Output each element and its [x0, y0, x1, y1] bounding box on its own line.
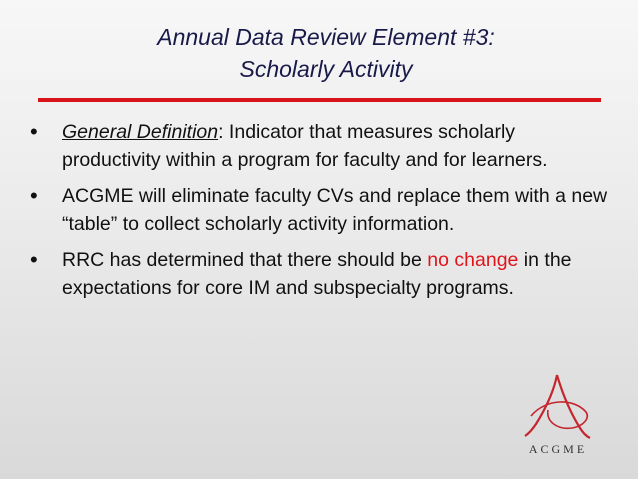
bullet-text: in the expectations for core IM and subspecialty programs.: [62, 249, 572, 299]
bullet-text: RRC has determined that there should be: [62, 249, 428, 271]
logo-wordmark: ACGME: [528, 442, 588, 456]
title-divider: [38, 98, 601, 102]
acgme-logo: [508, 372, 608, 466]
title-line-2: Scholarly Activity: [239, 56, 413, 82]
bullet-item: [30, 246, 610, 302]
title-line-1: Annual Data Review Element #3:: [157, 24, 495, 50]
highlighted-phrase: no change: [427, 249, 519, 271]
bullet-list: [30, 118, 610, 310]
bullet-marker: •: [30, 119, 38, 144]
bullet-text: ACGME will eliminate faculty CVs and replace them with a new “table” to collect scholarly activity information.: [62, 185, 608, 235]
slide-title: [0, 21, 638, 85]
definition-term: General Definition: [62, 121, 219, 143]
logo-a-mark-icon: [524, 372, 592, 442]
bullet-item: [30, 118, 610, 174]
bullet-marker: •: [30, 183, 38, 208]
bullet-text: : Indicator that measures scholarly productivity within a program for faculty and for learners.: [62, 121, 548, 171]
bullet-marker: •: [30, 247, 38, 272]
bullet-item: [30, 182, 610, 238]
